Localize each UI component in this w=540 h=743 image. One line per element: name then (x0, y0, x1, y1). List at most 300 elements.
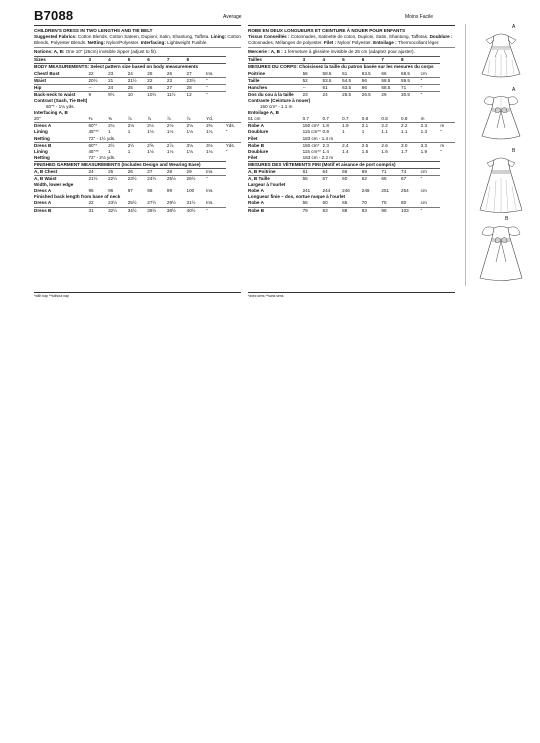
row-value: 34½ (128, 207, 148, 214)
row-unit: Yd. (206, 116, 214, 122)
row-value: 74 (401, 168, 407, 174)
row-value: 2⅝ (147, 142, 167, 149)
row-label: Waist (34, 77, 88, 84)
row-value: 1⅛ (147, 148, 154, 154)
row-value: 67 (401, 176, 421, 183)
row-value: 23½ (187, 77, 207, 84)
row-value: 60 (322, 200, 328, 206)
row-value: ⅞ (166, 116, 171, 122)
lining-label: Lining: (210, 34, 227, 40)
row-value: 1.9 (420, 148, 428, 154)
row-unit: " (421, 176, 441, 183)
row-value: 27 (167, 84, 187, 91)
row-value: 38½ (167, 207, 187, 214)
row-unit: m (420, 116, 425, 122)
row-value: 2.6 (381, 142, 401, 149)
measurement-row (248, 91, 455, 98)
lining-label: Doublure : (429, 34, 453, 40)
row-width: 60"* (88, 123, 108, 130)
row-label: Netting (34, 135, 50, 141)
row-value: 88 (342, 207, 362, 214)
interfacing-ab-label: Interfacing A, B (34, 110, 68, 116)
size-column-header: 8 (187, 57, 207, 64)
row-unit: " (421, 77, 441, 84)
contrast-label: Contraste (Ceinture à nouer) (248, 97, 311, 103)
body-measurements-header: MESURES DU CORPS: Choisissez la taille du patron basée sur les mesures du corps (248, 64, 434, 70)
row-value: 53.5 (323, 77, 343, 84)
size-column-header: 6 (362, 57, 382, 64)
netting-label: Netting: (87, 40, 105, 46)
row-value: 251 (381, 188, 390, 194)
measurement-row (248, 200, 455, 207)
row-value: 2⅛ (108, 123, 128, 130)
row-label: Dress B (34, 207, 88, 214)
dress-a-back-sketch (468, 92, 534, 144)
row-label: Dress B (34, 142, 88, 149)
row-label: A, B Poitrine (248, 168, 276, 174)
row-value: 2.4 (342, 142, 362, 149)
row-value: 62 (362, 176, 382, 183)
row-value: 25½ (167, 176, 187, 183)
row-label: A, B Chest (34, 168, 58, 174)
row-value: 36½ (147, 207, 167, 214)
interfacing-label: Interfacing: (140, 40, 166, 46)
measurement-row (248, 77, 455, 84)
row-value: 1 (127, 129, 131, 135)
row-value: ⅞ (186, 116, 191, 122)
row-value: 21 (108, 77, 128, 84)
row-value: 70 (361, 200, 367, 206)
row-value: 1⅛ (186, 129, 193, 135)
row-unit: Yds. (226, 142, 241, 149)
size-column-header: 4 (108, 57, 128, 64)
row-value: 2.3 (323, 142, 343, 149)
row-label: Robe A (248, 188, 264, 194)
row-unit: " (440, 148, 443, 154)
row-width: 45"** (88, 148, 99, 154)
row-label: Filet (248, 135, 258, 141)
row-label: Poitrine (248, 70, 266, 76)
row-value: 58.5 (322, 70, 332, 76)
row-value: 69 (361, 168, 367, 174)
row-value: 23 (303, 91, 323, 98)
measurement-row (34, 136, 241, 143)
row-unit: " (421, 84, 441, 91)
width-lower-edge-label: Largeur à l'ourlet (248, 182, 286, 188)
row-value: 25½ (127, 200, 137, 206)
sizes-label: Tailles (248, 57, 303, 64)
fabrics-fr (248, 34, 455, 46)
size-column-header: 8 (401, 57, 421, 64)
english-column (34, 28, 241, 214)
figure-divider (465, 24, 466, 286)
row-unit: cm (420, 200, 427, 206)
row-value: 1.7 (401, 148, 408, 154)
row-value: 24 (127, 70, 133, 76)
measurement-row (34, 168, 241, 175)
row-width: 115 cm** (302, 129, 321, 135)
row-value: 79 (303, 207, 323, 214)
row-value: 23½ (108, 200, 118, 206)
measurement-row (34, 123, 241, 130)
divider (248, 47, 455, 48)
row-value: 22½ (108, 176, 128, 183)
row-unit: " (206, 91, 226, 98)
width-lower-edge-label: Width, lower edge (34, 182, 74, 188)
row-value: 23 (167, 77, 187, 84)
row-value: ⅞ (147, 116, 152, 122)
row-value: 2.3 (421, 123, 441, 130)
size-column-header: 5 (342, 57, 362, 64)
row-value: 54.5 (342, 77, 362, 84)
row-value: 27 (186, 70, 192, 76)
row-value: 2.2 (381, 123, 401, 130)
row-value: 24½ (147, 176, 167, 183)
row-value: 26 (147, 84, 167, 91)
figure-letter: A (512, 87, 516, 93)
row-width: 150 cm* (303, 142, 323, 149)
row-value: 22 (88, 70, 94, 76)
row-label: Dress A (34, 200, 52, 206)
row-value: 26 (127, 168, 133, 174)
row-value: 98 (147, 188, 153, 194)
row-value: 241 (302, 188, 311, 194)
row-value: 22 (147, 77, 167, 84)
row-value: 2.1 (362, 123, 382, 130)
title-fr: ROBE EN DEUX LONGUEURS ET CEINTURE À NOUER POUR ENFANTS (248, 28, 406, 33)
footnote-rule-en (34, 292, 241, 293)
row-value: 31 (88, 207, 108, 214)
row-unit: " (206, 207, 226, 214)
row-value: 1.1 (401, 129, 408, 135)
row-value: 40½ (187, 207, 207, 214)
lining-text: Cotton Blends, Polyester Blends. (34, 34, 241, 46)
row-value: 26 (166, 70, 173, 76)
row-unit: m (440, 123, 455, 130)
row-value: 1⅛ (147, 129, 154, 135)
row-unit: " (421, 207, 441, 214)
row-label: 20" (34, 116, 41, 122)
row-value: 2½ (108, 142, 128, 149)
back-length-label: Finished back length from base of neck (34, 194, 121, 200)
row-value: 1.6 (381, 148, 388, 154)
row-unit: cm (420, 168, 427, 174)
measurement-row (34, 116, 241, 123)
row-value: 28 (166, 168, 173, 174)
section-header-row (248, 64, 455, 71)
row-value: 61 (342, 70, 348, 76)
row-label: Filet (248, 154, 258, 160)
row-unit: cm (420, 188, 427, 194)
row-value: 71 (381, 168, 387, 174)
row-value: 25 (128, 84, 148, 91)
row-value: 99 (166, 188, 173, 194)
row-value: 61 (302, 168, 308, 174)
row-value: 0.8 (401, 116, 408, 122)
row-unit: " (225, 129, 228, 135)
measurement-row (248, 142, 455, 149)
row-width: 72" - 1½ yds. (88, 135, 116, 141)
row-label: Dress A (34, 188, 52, 194)
row-unit: " (206, 84, 226, 91)
measurement-row (248, 176, 455, 183)
measurement-tables-en (34, 56, 241, 213)
row-value: 66 (362, 84, 382, 91)
row-value: 2⅛ (187, 123, 207, 130)
row-width: 45"** (88, 129, 99, 135)
row-value: 58.5 (381, 77, 401, 84)
row-value: 2½ (128, 142, 148, 149)
row-value: 96 (108, 188, 114, 194)
difficulty-fr: Moins Facile (405, 14, 434, 20)
row-value: 63.5 (342, 84, 362, 91)
row-value: 1.5 (361, 148, 369, 154)
measurement-row (34, 200, 241, 207)
row-value: 100 (186, 188, 195, 194)
measurement-row (34, 207, 241, 214)
row-value: 23 (108, 70, 114, 76)
row-value: 1.4 (342, 148, 349, 154)
finished-header-row (34, 161, 241, 168)
row-value: 95 (88, 188, 94, 194)
measurement-tables-fr (248, 56, 455, 213)
row-value: 2.5 (362, 142, 382, 149)
row-value: 25 (108, 168, 114, 174)
figure-letter: B (512, 148, 516, 154)
row-label: Lining (34, 129, 48, 135)
row-value: 65 (381, 176, 401, 183)
row-value: 9½ (108, 91, 128, 98)
row-value: -- (88, 84, 108, 91)
contrast-line: 60"* - 1⅛ yds. (46, 104, 75, 110)
unit-spacer (421, 57, 441, 64)
row-value: 1 (108, 129, 111, 135)
row-width: 72" - 2⅛ yds. (88, 154, 116, 160)
top-rule-fr (248, 25, 455, 26)
row-value: 1 (342, 129, 345, 135)
measurement-row (248, 123, 455, 130)
notions-text: One 10" (25cm) invisible zipper (adjust to fit). (65, 49, 158, 55)
row-value: 22 (88, 200, 94, 206)
finished-header-row (248, 161, 455, 168)
footnote-rule-fr (248, 292, 455, 293)
row-label: Lining (34, 148, 48, 154)
row-value: ⅞ (127, 116, 132, 122)
row-value: 27½ (147, 200, 157, 206)
row-value: 57 (323, 176, 343, 183)
row-value: 75 (381, 200, 387, 206)
row-value: 25 (147, 70, 153, 76)
row-unit: Ins. (206, 200, 214, 206)
row-value: -- (303, 84, 323, 91)
interfacing-text: Thermocollant léger. (397, 40, 440, 46)
row-value: 1⅛ (166, 129, 174, 135)
row-label: Hip (34, 84, 88, 91)
row-unit: " (421, 91, 441, 98)
fabrics-label: Tissus Conseillés : (248, 34, 290, 40)
row-value: 68.5 (401, 70, 410, 76)
row-value: ⅜ (88, 116, 93, 122)
row-value: 27 (147, 168, 153, 174)
row-value: 29 (381, 91, 401, 98)
figure-letter: A (512, 24, 516, 30)
row-value: 61 (323, 84, 343, 91)
contrast-line: 150 cm* - 1.1 m (260, 104, 293, 110)
row-value: 0.9 (322, 129, 329, 135)
row-value: 0.7 (322, 116, 329, 122)
row-value: 24 (323, 91, 343, 98)
row-label: Doublure (248, 148, 269, 154)
sizes-header-row (34, 57, 241, 64)
row-value: 26½ (187, 176, 207, 183)
row-value: 66 (342, 168, 348, 174)
row-value: 24 (108, 84, 128, 91)
row-value: 21½ (88, 176, 108, 183)
notions-text: 1 fermeture à glissière invisible de 25 cm (adaptez pour ajuster). (284, 49, 415, 55)
row-unit: " (206, 176, 226, 183)
row-value: 29½ (166, 200, 176, 206)
difficulty-en: Average (223, 14, 242, 20)
row-value: 246 (342, 188, 350, 194)
row-value: 2⅞ (167, 142, 187, 149)
dress-b-back-sketch (468, 222, 534, 284)
size-column-header: 7 (167, 57, 187, 64)
row-label: A, B Taille (248, 176, 303, 183)
section-header-row (34, 64, 241, 71)
size-column-header: 7 (381, 57, 401, 64)
measurement-row (34, 155, 241, 162)
french-column (248, 28, 455, 214)
row-value: 65 (342, 200, 348, 206)
row-label: Dos du cou à la taille (248, 91, 303, 98)
netting-text: Nylon/Polyester. (106, 40, 140, 46)
row-label: Hanches (248, 84, 303, 91)
netting-text: Nylon/ Polyester. (337, 40, 372, 46)
row-value: 24 (88, 168, 94, 174)
row-width: 183 cm - 2.2 m (302, 154, 334, 160)
measurement-row (248, 168, 455, 175)
sizes-label: Sizes (34, 57, 88, 64)
netting-label: Filet : (323, 40, 337, 46)
row-value: 31½ (186, 200, 196, 206)
row-value: 1 (361, 129, 365, 135)
row-value: 1.9 (342, 123, 362, 130)
row-value: ⅜ (108, 116, 112, 122)
row-value: 52 (303, 77, 323, 84)
measurement-row (248, 136, 455, 143)
row-value: 32½ (108, 207, 128, 214)
row-label: Taille (248, 77, 303, 84)
row-value: 2.2 (401, 123, 421, 130)
row-value: 1⅛ (206, 129, 213, 135)
row-value: 55 (303, 176, 323, 183)
row-value: 1.4 (322, 148, 329, 154)
row-unit: Ins. (206, 70, 214, 76)
row-value: 1 (108, 148, 111, 154)
measurement-row (248, 116, 455, 123)
row-value: 3.3 (421, 142, 441, 149)
size-column-header: 3 (88, 57, 108, 64)
size-table (34, 56, 241, 213)
divider (34, 47, 241, 48)
fabrics-en (34, 34, 241, 46)
row-value: 63.5 (361, 70, 371, 76)
row-unit: Ins. (206, 168, 214, 174)
row-value: 56 (302, 70, 308, 76)
row-value: 98 (381, 207, 401, 214)
size-column-header: 5 (128, 57, 148, 64)
sizes-header-row (248, 57, 455, 64)
row-value: 66 (381, 70, 387, 76)
row-value: 1.3 (420, 129, 428, 135)
row-value: 0.7 (302, 116, 309, 122)
row-value: 3⅛ (187, 142, 207, 149)
row-label: Chest/ Bust (34, 70, 60, 76)
row-value: 30.5 (401, 91, 421, 98)
row-value: 0.8 (361, 116, 369, 122)
row-value: 56 (302, 200, 308, 206)
row-label: A, B Waist (34, 176, 88, 183)
contrast-label: Contrast (Sash, Tie Belt) (34, 97, 88, 103)
row-value: 28 (187, 84, 207, 91)
row-value: 103 (401, 207, 421, 214)
measurement-row (34, 71, 241, 78)
title-en: CHILDREN'S DRESS IN TWO LENGTHS AND TIE BELT (34, 28, 153, 33)
row-value: 1⅛ (206, 148, 213, 154)
measurement-row (34, 176, 241, 183)
row-label: Doublure (248, 129, 269, 135)
size-column-header: 6 (147, 57, 167, 64)
row-label: Netting (34, 154, 50, 160)
row-value: 0.7 (342, 116, 349, 122)
row-value: 10½ (147, 91, 167, 98)
row-value: 249 (361, 188, 370, 194)
row-value: 59.5 (401, 77, 421, 84)
row-value: 26.5 (362, 91, 382, 98)
row-value: 1⅛ (186, 148, 193, 154)
row-label: Dress A (34, 123, 88, 130)
row-value: 2⅛ (128, 123, 148, 130)
row-unit: cm (420, 70, 427, 76)
unit-spacer (206, 57, 226, 64)
size-column-header: 3 (303, 57, 323, 64)
row-value: 12 (187, 91, 207, 98)
fabrics-label: Suggested Fabrics: (34, 34, 77, 40)
row-value: 1⅛ (166, 148, 174, 154)
row-width: 60"* (88, 142, 108, 149)
row-value: 10 (128, 91, 148, 98)
row-value: 64 (322, 168, 328, 174)
row-label: Robe A (248, 123, 303, 130)
notions-en (34, 49, 241, 55)
size-table (248, 56, 455, 213)
measurement-row (34, 91, 241, 98)
row-label: Robe A (248, 200, 264, 206)
dress-a-front-sketch (468, 30, 534, 82)
notions-label: Notions: A, B: (34, 49, 65, 55)
row-value: 3.0 (401, 142, 421, 149)
row-value: 244 (322, 188, 331, 194)
row-unit: " (206, 77, 226, 84)
row-value: 71 (401, 84, 421, 91)
row-value: 93 (362, 207, 382, 214)
row-value: 2⅛ (167, 123, 187, 130)
fabrics-text: Cotton Blends, Cotton Sateen, Dupioni, Satin, Shantung, Taffeta. (77, 34, 210, 40)
row-value: 2⅛ (147, 123, 167, 130)
row-value: 80 (401, 200, 407, 206)
row-value: 11½ (167, 91, 187, 98)
figure-letter: B (505, 216, 509, 222)
